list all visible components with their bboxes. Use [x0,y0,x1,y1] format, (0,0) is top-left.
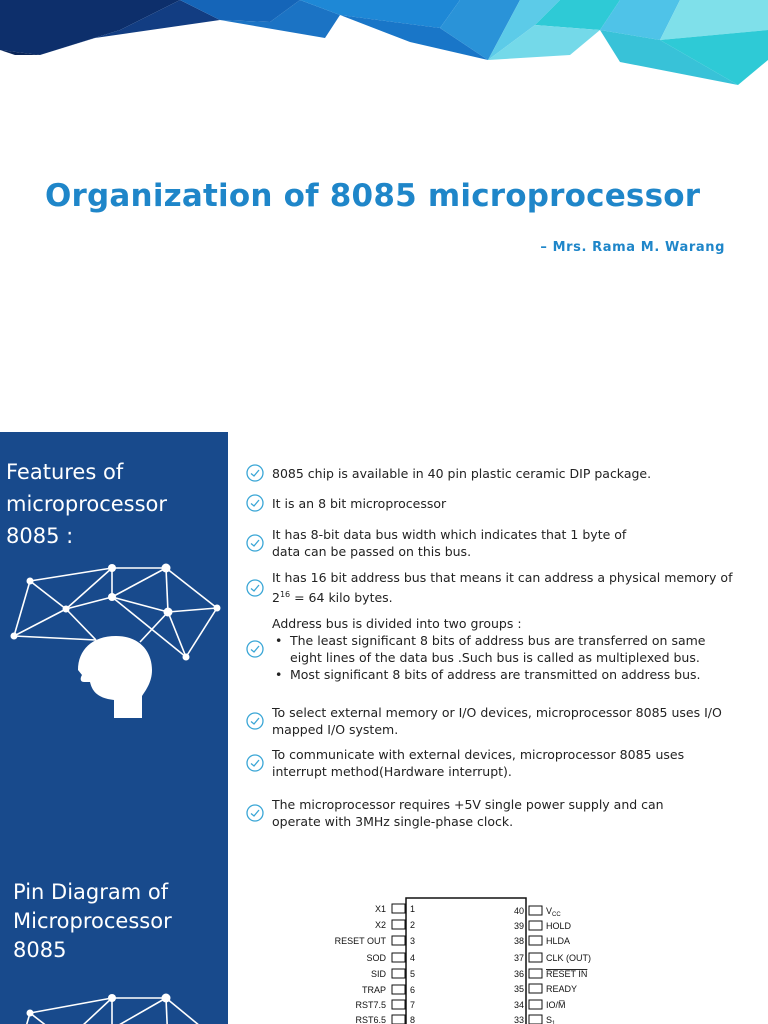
head-network-icon [0,560,228,730]
check-circle-icon [244,532,266,554]
pin-diagram-heading: Pin Diagram of Microprocessor 8085 [13,880,172,962]
check-circle-icon [244,638,266,660]
svg-text:35: 35 [514,984,525,994]
svg-text:1: 1 [410,904,416,914]
svg-text:5: 5 [410,969,416,979]
svg-text:SID: SID [370,969,386,979]
feature-text: To communicate with external devices, microprocessor 8085 uses interrupt method(Hardware interrupt). [272,747,685,779]
pin-hold [514,921,572,931]
feature-text: It has 8-bit data bus width which indicates that 1 byte of data can be passed on this bus. [272,527,627,559]
feature-text: The microprocessor requires +5V single power supply and can operate with 3MHz single-phase clock. [272,797,664,829]
banner-decoration [0,0,768,90]
feature-item [244,615,734,683]
svg-text:33: 33 [514,1015,525,1024]
svg-text:RESET IN: RESET IN [546,969,588,979]
check-circle-icon [244,492,266,514]
svg-text:READY: READY [546,984,578,994]
svg-text:39: 39 [514,921,525,931]
feature-item [244,796,694,830]
pin-ready [514,984,577,994]
title-slide [0,0,768,432]
svg-text:IO/M̅: IO/M̅ [546,1000,566,1010]
feature-text: To select external memory or I/O devices, microprocessor 8085 uses I/O mapped I/O system. [272,705,722,737]
svg-text:SOD: SOD [366,953,386,963]
chip-body [406,898,526,1024]
svg-text:40: 40 [514,906,525,916]
svg-text:6: 6 [410,985,416,995]
pin-hlda [514,936,570,946]
svg-text:4: 4 [410,953,416,963]
pin-diagram-slide [0,864,768,1024]
svg-text:RST7.5: RST7.5 [355,1000,386,1010]
svg-text:HOLD: HOLD [546,921,572,931]
feature-item [244,704,734,738]
svg-text:36: 36 [514,969,525,979]
check-circle-icon [244,577,266,599]
feature-intro: Address bus is divided into two groups : [272,616,522,631]
bullet-item: • Most significant 8 bits of address are transmitted on address bus. [272,666,734,683]
svg-text:X1: X1 [374,904,386,914]
feature-text: It is an 8 bit microprocessor [272,495,447,511]
svg-text:RESET OUT: RESET OUT [334,936,386,946]
left-pins [335,904,415,1024]
check-circle-icon [244,752,266,774]
check-circle-icon [244,802,266,824]
feature-text [272,615,734,683]
feature-text: 8085 chip is available in 40 pin plastic ceramic DIP package. [272,465,652,481]
side-panel [0,432,228,864]
pin-diagram [330,894,600,1024]
svg-text:X2: X2 [374,920,386,930]
svg-text:8: 8 [410,1015,416,1024]
feature-item [244,569,734,606]
svg-text:RST6.5: RST6.5 [355,1015,386,1024]
pin-io-m [514,1000,566,1010]
pin-reset-out [335,936,415,946]
features-slide [0,432,768,864]
svg-text:2: 2 [410,920,416,930]
head-network-icon [0,992,228,1024]
svg-text:HLDA: HLDA [546,936,571,946]
feature-item [244,526,644,560]
svg-text:34: 34 [514,1000,525,1010]
svg-text:38: 38 [514,936,525,946]
check-circle-icon [244,710,266,732]
svg-text:S1: $S_1$ [546,1015,556,1024]
feature-text: It has 16 bit address bus that means it can address a physical memory of $2^{16} = 64$ kilo bytes. [272,570,733,605]
svg-text:TRAP: TRAP [361,985,386,995]
svg-text:3: 3 [410,936,416,946]
svg-text:VCC: $V_{CC}$ [546,906,561,918]
bullet-item: • The least significant 8 bits of address bus are transferred on same eight lines of the data bus .Such bus is called as multiplexed bus. [272,632,734,666]
features-heading: Features of microprocessor 8085 : [6,460,168,548]
feature-item [244,462,744,484]
bullet-list [272,632,734,683]
feature-item [244,746,724,780]
side-panel [0,864,228,1024]
author-name: – Mrs. Rama M. Warang [540,240,725,255]
svg-text:7: 7 [410,1000,416,1010]
check-circle-icon [244,462,266,484]
svg-text:37: 37 [514,953,525,963]
svg-text:CLK (OUT): CLK (OUT) [546,953,591,963]
slide-title: Organization of 8085 microprocessor [45,178,701,214]
feature-item [244,492,744,514]
pin-s1 [514,1015,556,1024]
